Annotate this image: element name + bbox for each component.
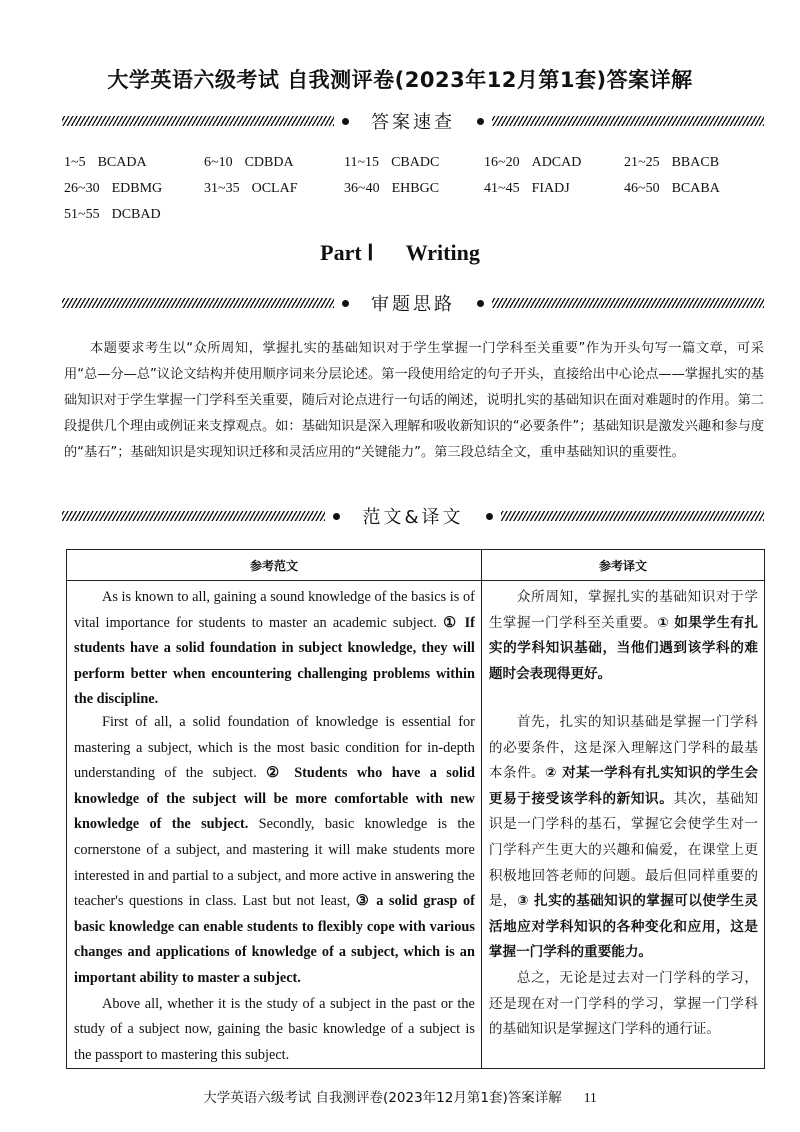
answer-group: 36~40 EHBGC [344,181,440,196]
hatch-divider [62,298,334,308]
bullet-icon [477,300,484,307]
answer-group: 31~35 OCLAF [204,181,298,196]
answer-row [64,202,764,228]
page-footer: 大学英语六级考试 自我测评卷(2023年12月第1套)答案详解 11 [203,1090,597,1106]
page-title: 大学英语六级考试 自我测评卷(2023年12月第1套)答案详解 [107,68,693,92]
answer-group: 46~50 BCABA [624,181,720,196]
bullet-icon [342,118,349,125]
translation-paragraph-3: 总之，无论是过去对一门学科的学习，还是现在对一门学科的学习，掌握一门学科的基础知识是掌握这门学科的通行证。 [488,969,758,1038]
answer-row [64,150,764,176]
section-header-sample [62,504,764,528]
translation-cell [481,581,764,1069]
table-header-row [67,550,765,581]
table-row [67,581,765,1069]
answer-key [64,150,764,228]
hatch-divider [62,116,334,126]
analysis-paragraph: 本题要求考生以“众所周知，掌握扎实的基础知识对于学生掌握一门学科至关重要”作为开头句写一篇文章，可采用“总—分—总”议论文结构并使用顺序词来分层论述。第一段使用给定的句子开头，直接给出中心论点——掌握扎实的基础知识对于学生掌握一门学科至关重要，随后对论点进行一句话的阐述，说明扎实的基础知识在面对难题时的作用。第二段提供几个理由或例证来支撑观点。如：基础知识是深入理解和吸收新知识的“必要条件”；基础知识是激发兴趣和参与度的“基石”；基础知识是实现知识迁移和灵活应用的“关键能力”。第三段总结全文，重申基础知识的重要性。 [64,341,764,460]
part-heading: Part Ⅰ Writing [320,240,480,265]
hatch-divider [492,116,764,126]
hatch-divider [62,511,325,521]
essay-paragraph-2: First of all, a solid foundation of knowledge is essential for mastering a subject, which is the most basic condition for in-depth understanding of the subject. ② Students who have a solid knowledge of the subject will be more comfortable with new knowledge of the subject. Secondly, basic knowledge is the cornerstone of a subject, and mastering it will make students more interested in and partial to a subject, and more active in answering the teacher's questions in class. Last but not least, ③ a solid grasp of basic knowledge can enable students to flexibly cope with various changes and applications of knowledge of a subject, which is an important ability to master a subject. [74,714,475,986]
answer-group: 26~30 EDBMG [64,181,163,196]
answer-group: 6~10 CDBDA [204,155,294,170]
section-label: 范文&译文 [362,507,464,528]
answer-row [64,176,764,202]
header-essay: 参考范文 [67,550,482,581]
hatch-divider [492,298,764,308]
hatch-divider [501,511,764,521]
bullet-icon [486,513,493,520]
page-number: 11 [583,1090,597,1105]
answer-group: 16~20 ADCAD [484,155,582,170]
essay-cell [67,581,482,1069]
section-header-analysis [62,291,764,315]
answer-group: 41~45 FIADJ [484,181,570,196]
section-header-answer-key [62,109,764,133]
answer-group: 51~55 DCBAD [64,207,161,222]
translation-paragraph-2: 首先，扎实的知识基础是掌握一门学科的必要条件，这是深入理解这门学科的最基本条件。② 对某一学科有扎实知识的学生会更易于接受该学科的新知识。其次，基础知识是一门学科的基石，掌握它会使学生对一门学科产生更大的兴趣和偏爱，在课堂上更积极地回答老师的问题。最后但同样重要的是，③ 扎实的基础知识的掌握可以使学生灵活地应对学科知识的各种变化和应用，这是掌握一门学科的重要能力。 [488,714,759,961]
essay-table [66,549,765,1069]
header-translation: 参考译文 [481,550,764,581]
translation-paragraph-1: 众所周知，掌握扎实的基础知识对于学生掌握一门学科至关重要。① 如果学生有扎实的学科知识基础，当他们遇到该学科的难题时会表现得更好。 [488,589,758,682]
bullet-icon [477,118,484,125]
answer-group: 21~25 BBACB [624,155,720,170]
essay-paragraph-1: As is known to all, gaining a sound knowledge of the basics is of vital importance for students to master an academic subject. ① If students have a solid foundation in subject knowledge, they will perform better when encountering challenging problems within the discipline. [74,589,475,708]
section-label: 答案速查 [371,112,455,133]
answer-group: 1~5 BCADA [64,155,147,170]
essay-paragraph-3: Above all, whether it is the study of a subject in the past or the study of a subject now, gaining the basic knowledge of a subject is the passport to mastering this subject. [74,995,475,1063]
bullet-icon [342,300,349,307]
section-label: 审题思路 [371,294,455,315]
answer-group: 11~15 CBADC [344,155,440,170]
bullet-icon [333,513,340,520]
